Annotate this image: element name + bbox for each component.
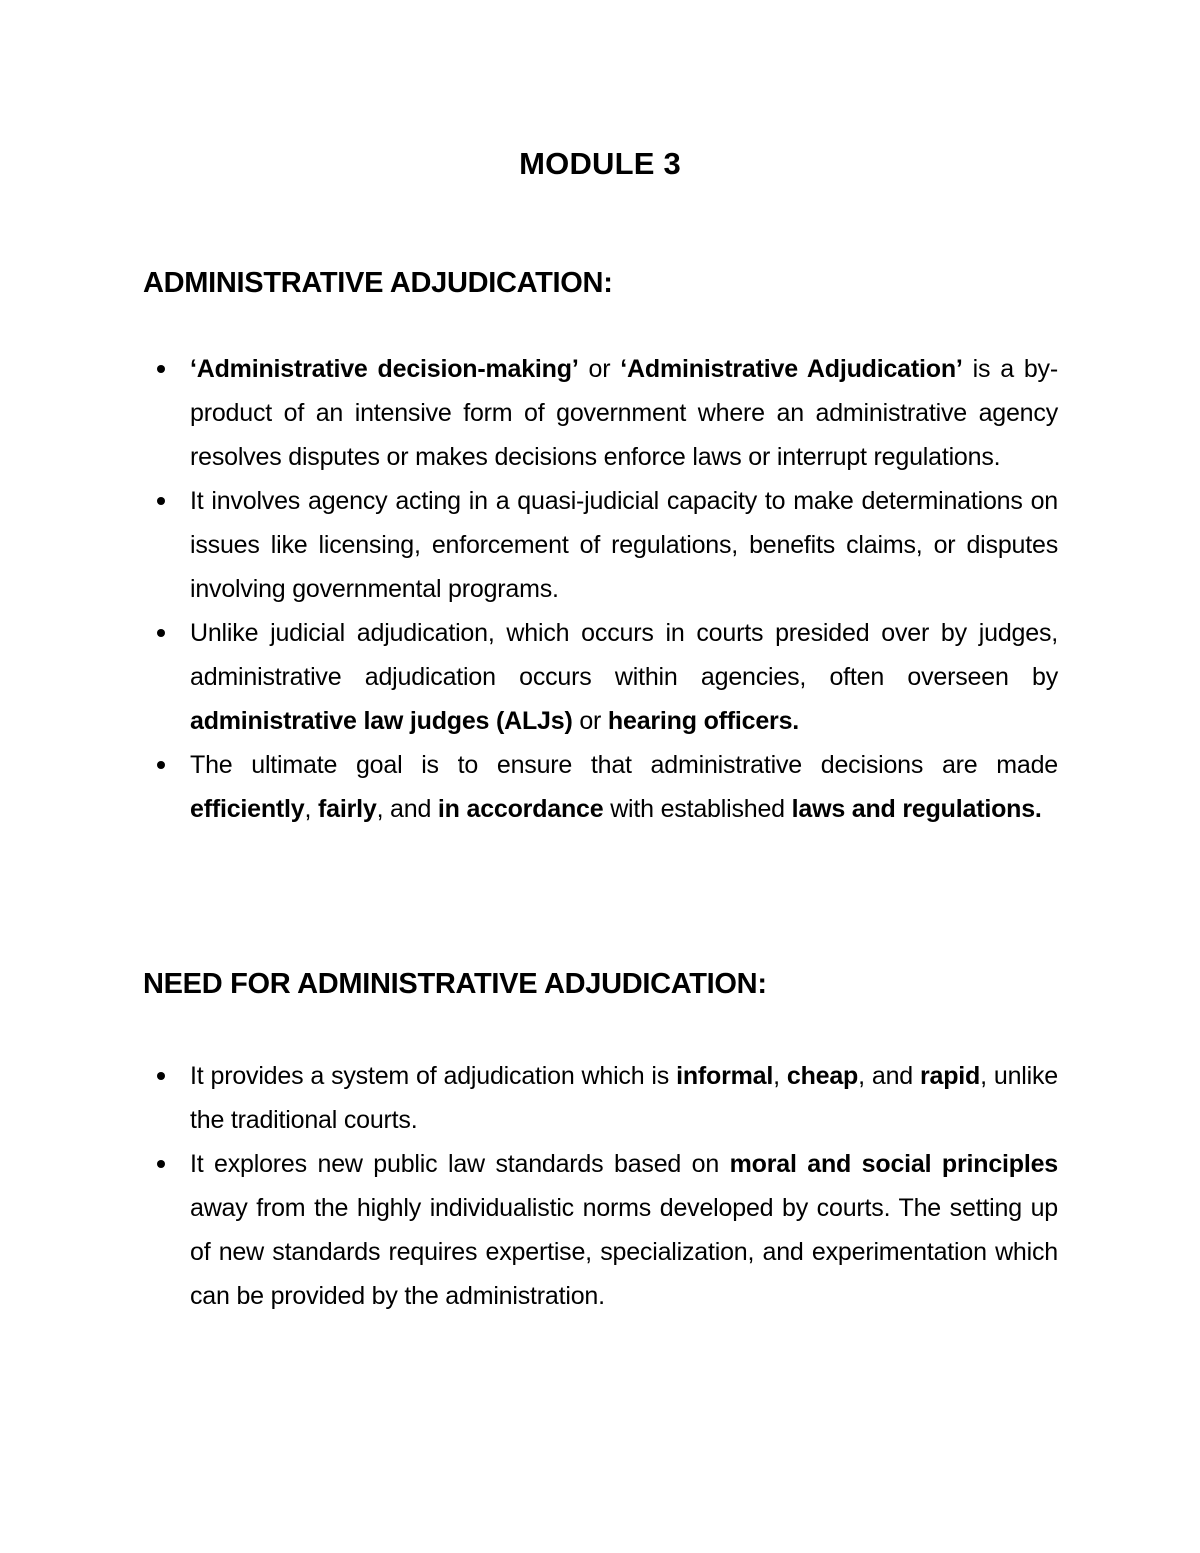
list-item (190, 1142, 1058, 1318)
bullet-list-need-for-administrative-adjudication (190, 1054, 1058, 1318)
bullet-icon (157, 365, 165, 373)
text-run: or (572, 707, 608, 735)
list-item (190, 611, 1058, 743)
section-heading-need-for-administrative-adjudication: NEED FOR ADMINISTRATIVE ADJUDICATION: (143, 968, 767, 1000)
text-run: , unlike the traditional courts. (190, 1062, 1058, 1134)
bold-text-run: rapid (920, 1062, 981, 1090)
list-item (190, 347, 1058, 479)
bold-text-run: informal (676, 1062, 774, 1090)
text-run: It involves agency acting in a quasi-judicial capacity to make determinations on issues like licensing, enforcement of regulations, benefits claims, or disputes involving governmental programs. (190, 487, 1058, 603)
bullet-icon (157, 629, 165, 637)
text-run: or (578, 355, 621, 383)
text-run: , and (858, 1062, 920, 1090)
bold-text-run: ‘Administrative decision-making’ (190, 355, 579, 383)
page-title: MODULE 3 (519, 146, 681, 181)
text-run: It provides a system of adjudication which is (190, 1062, 677, 1090)
text-run: , and (376, 795, 438, 823)
list-item (190, 479, 1058, 611)
bold-text-run: in accordance (437, 795, 604, 823)
text-run: It explores new public law standards based on (190, 1150, 730, 1178)
bullet-icon (157, 497, 165, 505)
bullet-list-administrative-adjudication (190, 347, 1058, 831)
bold-text-run: hearing officers. (607, 707, 800, 735)
bold-text-run: laws and regulations. (791, 795, 1042, 823)
text-run: , (304, 795, 318, 823)
text-run: Unlike judicial adjudication, which occurs in courts presided over by judges, administrative adjudication occurs within agencies, often overseen by (190, 619, 1058, 691)
text-run: is a by-product of an intensive form of government where an administrative agency resolves disputes or makes decisions enforce laws or interrupt regulations. (190, 355, 1058, 471)
bullet-icon (157, 1160, 165, 1168)
text-run: with established (603, 795, 792, 823)
text-run: away from the highly individualistic norms developed by courts. The setting up of new standards requires expertise, specialization, and experimentation which can be provided by the administration. (190, 1194, 1058, 1310)
bold-text-run: cheap (786, 1062, 859, 1090)
bold-text-run: administrative law judges (ALJs) (190, 707, 573, 735)
bold-text-run: fairly (318, 795, 377, 823)
bullet-icon (157, 761, 165, 769)
text-run: The ultimate goal is to ensure that administrative decisions are made (190, 751, 1058, 779)
bullet-icon (157, 1072, 165, 1080)
text-run: , (773, 1062, 787, 1090)
bold-text-run: ‘Administrative Adjudication’ (620, 355, 963, 383)
bold-text-run: efficiently (190, 795, 305, 823)
list-item (190, 1054, 1058, 1142)
list-item (190, 743, 1058, 831)
bold-text-run: moral and social principles (729, 1150, 1058, 1178)
section-heading-administrative-adjudication: ADMINISTRATIVE ADJUDICATION: (143, 267, 613, 299)
